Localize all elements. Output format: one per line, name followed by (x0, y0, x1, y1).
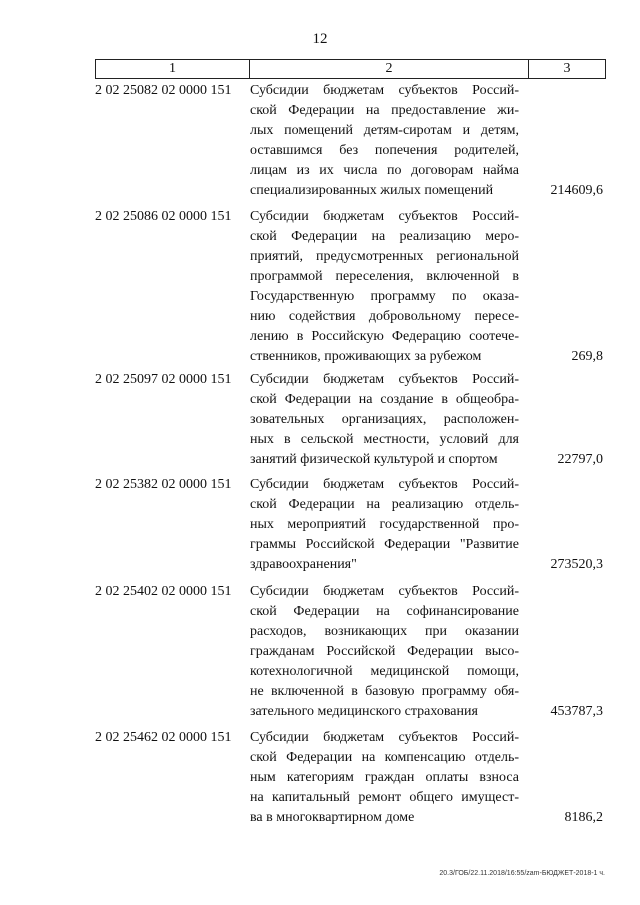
description-line: нию содействия добровольному пересе- (250, 309, 519, 324)
description-line: ской Федерации на создание в общеобра- (250, 392, 519, 407)
budget-code: 2 02 25082 02 0000 151 (95, 83, 232, 98)
description-line: Субсидии бюджетам субъектов Россий- (250, 584, 519, 599)
budget-code: 2 02 25097 02 0000 151 (95, 372, 232, 387)
description-line: ва в многоквартирном доме (250, 810, 415, 825)
description-line: ным категориям граждан оплаты взноса (250, 770, 519, 785)
description-line: гражданам Российской Федерации высо- (250, 644, 519, 659)
description-line: ственников, проживающих за рубежом (250, 349, 482, 364)
budget-code: 2 02 25462 02 0000 151 (95, 730, 232, 745)
header-col-3: 3 (563, 61, 571, 76)
description-line: Государственную программу по оказа- (250, 289, 519, 304)
description-line: ской Федерации на компенсацию отдель- (250, 750, 519, 765)
description-line: зовательных организациях, расположен- (250, 412, 519, 427)
description-line: специализированных жилых помещений (250, 183, 494, 198)
description-line: на капитальный ремонт общего имущест- (250, 790, 519, 805)
row-amount: 269,8 (571, 349, 603, 364)
description-line: здравоохранения" (250, 557, 357, 572)
description-line: граммы Российской Федерации "Развитие (250, 537, 519, 552)
description-line: ской Федерации на реализацию отдель- (250, 497, 519, 512)
description-line: ных мероприятий государственной про- (250, 517, 519, 532)
row-amount: 214609,6 (550, 183, 603, 198)
description-line: Субсидии бюджетам субъектов Россий- (250, 477, 519, 492)
row-amount: 273520,3 (550, 557, 603, 572)
budget-code: 2 02 25086 02 0000 151 (95, 209, 232, 224)
budget-code: 2 02 25402 02 0000 151 (95, 584, 232, 599)
description-line: Субсидии бюджетам субъектов Россий- (250, 83, 519, 98)
row-description (250, 207, 519, 367)
description-line: программой переселения, включенной в (250, 269, 519, 284)
row-description (250, 475, 519, 575)
description-line: ных в сельской местности, условий для (250, 432, 519, 447)
header-col-2: 2 (250, 60, 529, 78)
description-line: лых помещений детям-сиротам и детям, (250, 123, 519, 138)
budget-code: 2 02 25382 02 0000 151 (95, 477, 232, 492)
description-line: лицам из их числа по договорам найма (250, 163, 519, 178)
description-line: лению в Российскую Федерацию соотече- (250, 329, 519, 344)
row-description (250, 370, 519, 470)
description-line: приятий, предусмотренных региональной (250, 249, 519, 264)
description-line: расходов, возникающих при оказании (250, 624, 519, 639)
footer-stamp: 20.3/ГОБ/22.11.2018/16:55/zam-БЮДЖЕТ-2018-1 ч. (439, 870, 605, 877)
header-col-1: 1 (96, 60, 250, 78)
description-line: оставшимся без попечения родителей, (250, 143, 519, 158)
row-amount: 22797,0 (557, 452, 603, 467)
description-line: котехнологичной медицинской помощи, (250, 664, 519, 679)
description-line: Субсидии бюджетам субъектов Россий- (250, 372, 519, 387)
page-number: 12 (312, 31, 328, 47)
description-line: Субсидии бюджетам субъектов Россий- (250, 209, 519, 224)
description-line: ской Федерации на предоставление жи- (250, 103, 519, 118)
description-line: ской Федерации на реализацию меро- (250, 229, 519, 244)
description-line: ской Федерации на софинансирование (250, 604, 519, 619)
row-description (250, 728, 519, 828)
description-line: занятий физической культурой и спортом (250, 452, 498, 467)
table-header (95, 59, 606, 79)
description-line: зательного медицинского страхования (250, 704, 478, 719)
description-line: не включенной в базовую программу обя- (250, 684, 519, 699)
row-amount: 8186,2 (564, 810, 603, 825)
row-amount: 453787,3 (550, 704, 603, 719)
description-line: Субсидии бюджетам субъектов Россий- (250, 730, 519, 745)
row-description (250, 582, 519, 722)
row-description (250, 81, 519, 201)
